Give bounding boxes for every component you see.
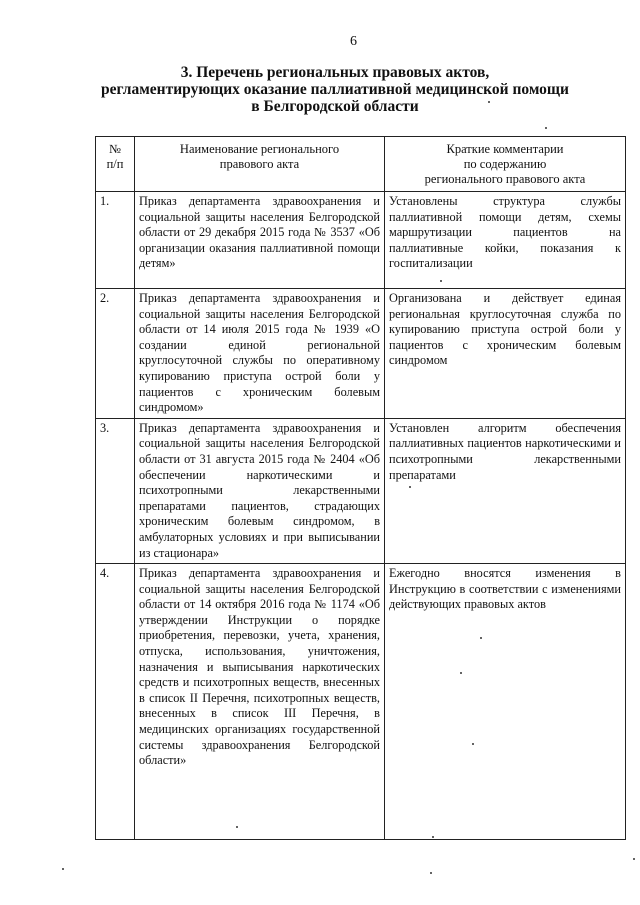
title-line-2: регламентирующих оказание паллиативной медицинской помощи bbox=[101, 81, 569, 98]
scan-speck bbox=[545, 127, 547, 129]
header-act-name-line-1: Наименование регионального bbox=[179, 142, 340, 156]
page-number: 6 bbox=[350, 34, 357, 49]
act-name: Приказ департамента здравоохранения и социальной защиты населения Белгородской области от 31 августа 2015 года № 2404 «Об обеспечении наркотическими и психотропными лекарственными препаратами пациентов, страдающих хроническим болевым синдромом, в амбулаторных условиях и при выписывании из стационара» bbox=[135, 418, 385, 563]
scan-speck bbox=[409, 486, 411, 488]
scan-speck bbox=[633, 858, 635, 860]
table-row bbox=[96, 418, 626, 563]
scan-speck bbox=[480, 637, 482, 639]
header-act-name bbox=[135, 137, 385, 192]
row-number: 4. bbox=[96, 564, 135, 840]
table-row bbox=[96, 192, 626, 289]
row-number: 3. bbox=[96, 418, 135, 563]
table-row bbox=[96, 564, 626, 840]
header-number-line-1: № bbox=[109, 142, 121, 156]
header-comments-line-1: Краткие комментарии bbox=[446, 142, 564, 156]
table-row bbox=[96, 289, 626, 419]
scan-speck bbox=[460, 672, 462, 674]
act-comment: Установлен алгоритм обеспечения паллиативных пациентов наркотическими и психотропными лекарственными препаратами bbox=[385, 418, 626, 563]
act-name: Приказ департамента здравоохранения и социальной защиты населения Белгородской области от 29 декабря 2015 года № 3537 «Об организации оказания паллиативной помощи детям» bbox=[135, 192, 385, 289]
act-name: Приказ департамента здравоохранения и социальной защиты населения Белгородской области от 14 октября 2016 года № 1174 «Об утверждении Инструкции о порядке приобретения, перевозки, учета, хранения, отпуска, использования, уничтожения, назначения и выписывания наркотических средств и психотропных веществ, внесенных в список II Перечня, психотропных веществ, внесенных в список III Перечня, в медицинских организациях государственной системы здравоохранения Белгородской области» bbox=[135, 564, 385, 840]
title-line-3: в Белгородской области bbox=[251, 98, 419, 115]
legal-acts-table bbox=[95, 136, 626, 840]
header-comments bbox=[385, 137, 626, 192]
scan-speck bbox=[236, 826, 238, 828]
scan-speck bbox=[440, 280, 442, 282]
header-number-line-2: п/п bbox=[106, 157, 124, 171]
table-header-row bbox=[96, 137, 626, 192]
act-comment: Установлены структура службы паллиативной помощи детям, схемы маршрутизации пациентов на паллиативные койки, показания к госпитализации bbox=[385, 192, 626, 289]
scan-speck bbox=[432, 836, 434, 838]
header-number bbox=[96, 137, 135, 192]
scan-speck bbox=[62, 868, 64, 870]
act-comment: Ежегодно вносятся изменения в Инструкцию в соответствии с изменениями действующих правовых актов bbox=[385, 564, 626, 840]
header-comments-line-2: по содержанию bbox=[463, 157, 547, 171]
scan-speck bbox=[430, 872, 432, 874]
header-act-name-line-2: правового акта bbox=[219, 157, 300, 171]
header-comments-line-3: регионального правового акта bbox=[424, 172, 586, 186]
scan-speck bbox=[488, 101, 490, 103]
act-comment: Организована и действует единая региональная круглосуточная служба по купированию приступа острой боли у пациентов с хроническим болевым синдромом bbox=[385, 289, 626, 419]
row-number: 2. bbox=[96, 289, 135, 419]
scan-speck bbox=[472, 743, 474, 745]
title-line-1: 3. Перечень региональных правовых актов, bbox=[180, 64, 490, 81]
act-name: Приказ департамента здравоохранения и социальной защиты населения Белгородской области от 14 июля 2015 года № 1939 «О создании единой региональной круглосуточной службы по оперативному купированию приступа острой боли у пациентов с хроническим болевым синдромом» bbox=[135, 289, 385, 419]
row-number: 1. bbox=[96, 192, 135, 289]
document-title bbox=[100, 64, 570, 115]
